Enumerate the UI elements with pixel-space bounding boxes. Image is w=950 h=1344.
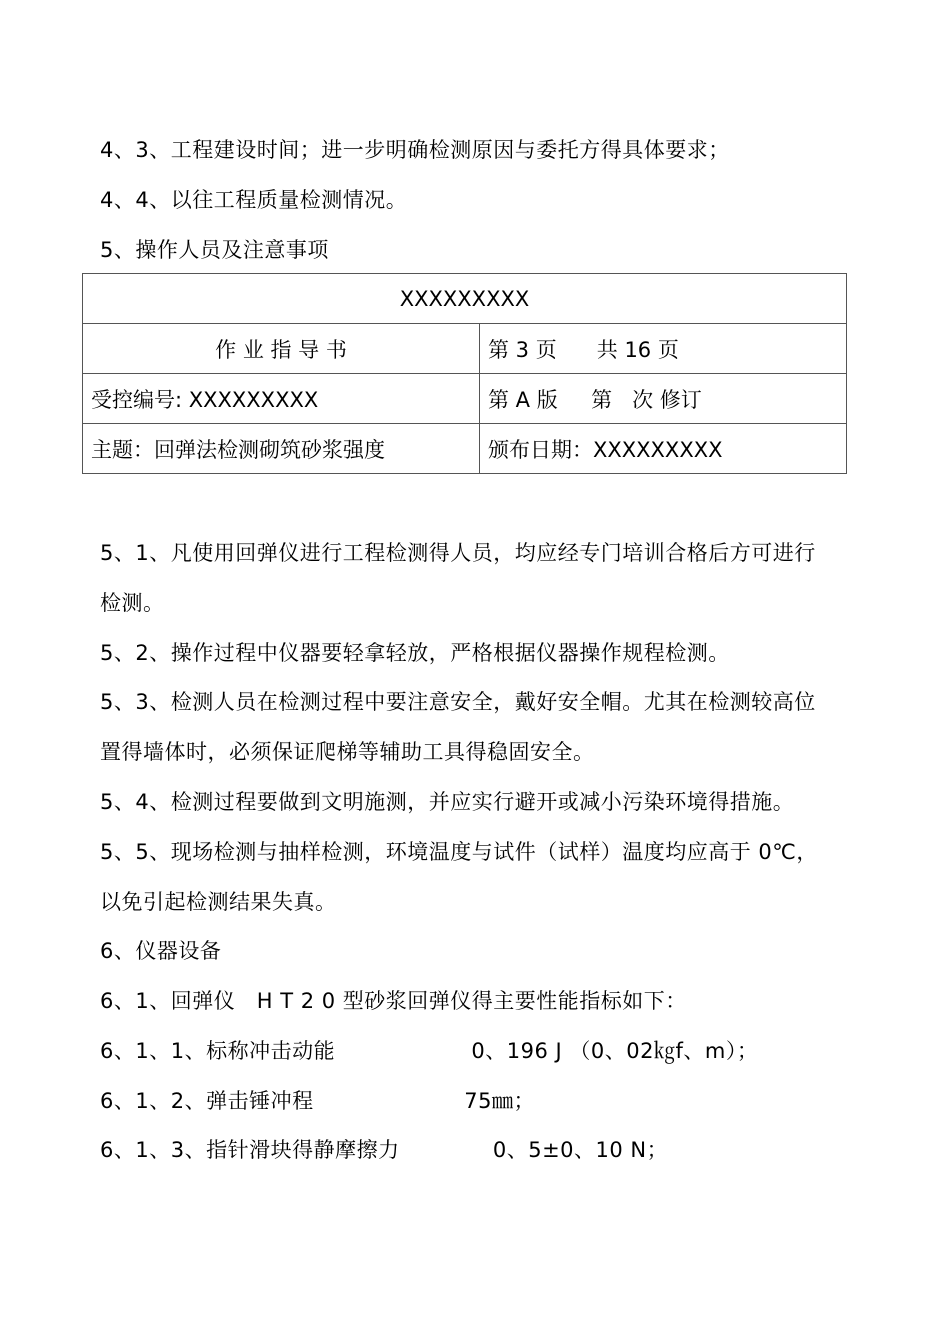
body-line-5: 置得墙体时，必须保证爬梯等辅助工具得稳固安全。	[100, 740, 595, 764]
version-info: 第 A 版 第 次 修订	[480, 374, 847, 424]
intro-line-3: 5、操作人员及注意事项	[100, 238, 329, 262]
company-name: XXXXXXXXX	[83, 274, 847, 324]
intro-line-1: 4、3、工程建设时间；进一步明确检测原因与委托方得具体要求；	[100, 138, 730, 162]
body-line-12: 6、1、2、弹击锤冲程 75㎜；	[100, 1089, 535, 1113]
body-line-13: 6、1、3、指针滑块得静摩擦力 0、5±0、10 N；	[100, 1138, 669, 1162]
body-line-4: 5、3、检测人员在检测过程中要注意安全，戴好安全帽。尤其在检测较高位	[100, 690, 816, 714]
body-line-3: 5、2、操作过程中仪器要轻拿轻放，严格根据仪器操作规程检测。	[100, 641, 730, 665]
body-line-9: 6、仪器设备	[100, 939, 222, 963]
body-line-1: 5、1、凡使用回弹仪进行工程检测得人员，均应经专门培训合格后方可进行	[100, 541, 816, 565]
intro-line-2: 4、4、以往工程质量检测情况。	[100, 188, 408, 212]
body-line-7: 5、5、现场检测与抽样检测，环境温度与试件（试样）温度均应高于 0℃，	[100, 840, 818, 864]
control-number: 受控编号: XXXXXXXXX	[83, 374, 480, 424]
subject: 主题：回弹法检测砌筑砂浆强度	[83, 424, 480, 474]
body-line-10: 6、1、回弹仪 H T 2 0 型砂浆回弹仪得主要性能指标如下：	[100, 989, 687, 1013]
page-info: 第 3 页 共 16 页	[480, 324, 847, 374]
body-line-8: 以免引起检测结果失真。	[100, 890, 337, 914]
body-line-11: 6、1、1、标称冲击动能 0、196 J （0、02㎏f、m）；	[100, 1039, 759, 1063]
body-line-6: 5、4、检测过程要做到文明施测，并应实行避开或减小污染环境得措施。	[100, 790, 795, 814]
issue-date: 颁布日期：XXXXXXXXX	[480, 424, 847, 474]
body-line-2: 检测。	[100, 591, 165, 615]
doc-type: 作 业 指 导 书	[83, 324, 480, 374]
document-header-table	[82, 273, 847, 474]
